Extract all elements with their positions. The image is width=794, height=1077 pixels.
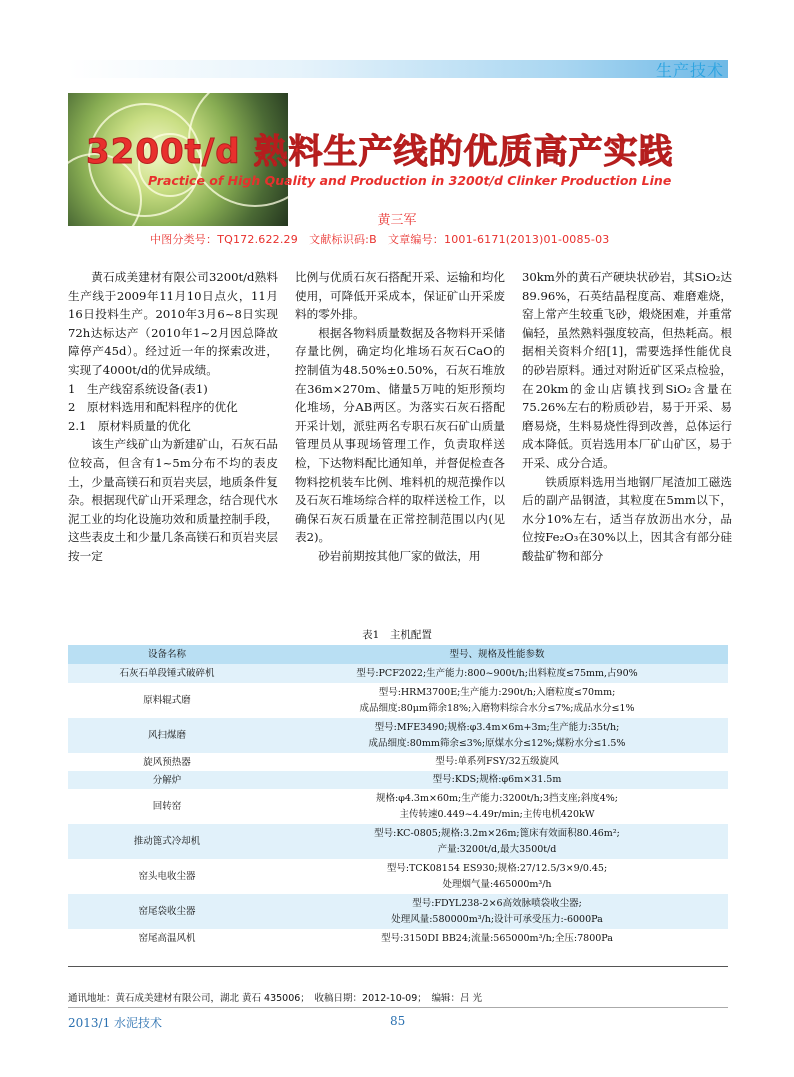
column-1 (68, 268, 278, 566)
column-3 (522, 268, 732, 566)
spec-line: 成品细度:80μm筛余18%;入磨物料综合水分≤7%;成品水分≤1% (359, 702, 635, 714)
footer-rule (68, 1007, 728, 1008)
article-title: 3200t/d 熟料生产线的优质高产实践 (86, 132, 674, 172)
section-label: 生产技术 (655, 61, 724, 80)
spec-line: 型号:KC-0805;规格:3.2m×26m;篦床有效面积80.46m²; (374, 827, 620, 839)
table-row (68, 718, 728, 753)
equipment-name: 窑头电收尘器 (138, 871, 196, 882)
equipment-spec (266, 683, 728, 718)
equipment-name: 分解炉 (68, 771, 266, 789)
footnote: 通讯地址：黄石成美建材有限公司，湖北 黄石 435006； 收稿日期：2012-10-09； 编辑：吕 光 (68, 993, 483, 1004)
spec-line: 成品细度:80mm筛余≤3%;原煤水分≤12%;煤粉水分≤1.5% (368, 737, 626, 749)
equipment-spec (266, 753, 728, 771)
header-band (68, 60, 728, 78)
equipment-spec (266, 929, 728, 948)
equipment-spec (266, 664, 728, 683)
article-subtitle: Practice of High Quality and Production in 3200t/d Clinker Production Line (148, 173, 672, 188)
spec-line: 型号:TCK08154 ES930;规格:27/12.5/3×9/0.45; (386, 862, 608, 874)
table-row (68, 664, 728, 683)
equipment-name: 回转窑 (152, 801, 182, 812)
equipment-spec (266, 894, 728, 929)
paragraph: 根据各物料质量数据及各物料开采储存量比例，确定均化堆场石灰石CaO的控制值为48.50%±0.50%，石灰石堆放在36m×270m、储量5万吨的矩形预均化堆场，分AB两区。为落实石灰石搭配开采计划，派驻两名专职石灰石矿山质量管理员从事现场管理工作，负责取样送检，下达物料配比通知单，并督促检查各物料挖机装车比例、堆料机的规范操作以及石灰石堆场综合样的取样送检工作，以确保石灰石质量在正常控制范围以内(见表2)。 (295, 325, 505, 545)
paragraph: 该生产线矿山为新建矿山，石灰石品位较高，但含有1~5m分布不均的表皮土，少量高镁石和页岩夹层，地质条件复杂。根据现代矿山开采理念，结合现代水泥工业的均化设施功效和质量控制手段，这些表皮土和少量几条高镁石和页岩夹层按一定 (68, 437, 278, 563)
equipment-name: 窑尾高温风机 (138, 933, 196, 944)
table-row (68, 894, 728, 929)
column-2 (295, 268, 505, 566)
spec-line: 产量:3200t/d,最大3500t/d (437, 843, 557, 855)
equipment-name: 石灰石单段锤式破碎机 (68, 664, 266, 683)
table-row (68, 683, 728, 718)
table-header-name: 设备名称 (68, 645, 266, 664)
paragraph: 30km外的黄石产硬块状砂岩，其SiO₂达89.96%，石英结晶程度高、难磨难烧，窑上常产生较重飞砂，煅烧困难，并重常偏轻，虽然熟料强度较高，但热耗高。根据相关资料介绍[1]，需要选择性能优良的砂岩原料。通过对附近矿区采点检验，在20km的金山店镇找到SiO₂含量在75.26%左右的粉质砂岩，易于开采、易磨易烧，生料易烧性得到改善，总体运行成本降低。页岩选用本厂矿山矿区，易于开采、成分合适。 (522, 270, 732, 470)
subsection-heading: 2.1 原材料质量的优化 (68, 418, 191, 433)
section-heading: 1 生产线窑系统设备(表1) (68, 381, 208, 396)
equipment-name: 窑尾袋收尘器 (68, 894, 266, 929)
spec-line: 处理风量:580000m³/h;设计可承受压力:-6000Pa (391, 913, 603, 925)
table-row (68, 771, 728, 789)
table-row (68, 824, 728, 859)
spec-line: 型号:PCF2022;生产能力:800~900t/h;出料粒度≤75mm,占90% (356, 667, 638, 679)
journal-name: 2013/1 水泥技术 (68, 1016, 163, 1030)
spec-line: 型号:HRM3700E;生产能力:290t/h;入磨粒度≤70mm; (378, 686, 616, 698)
page-number: 85 (390, 1014, 406, 1028)
spec-line: 型号:单系列FSY/32五级旋风 (435, 756, 559, 767)
paragraph: 黄石成美建材有限公司3200t/d熟料生产线于2009年11月10日点火，11月16日投料生产。2010年3月6~8日实现72h达标达产（2010年1~2月因总降故障停产45d）。经过近一年的探索改进，实现了4000t/d的优异成绩。 (68, 270, 278, 377)
table-row (68, 859, 728, 894)
equipment-table (68, 645, 728, 948)
spec-line: 处理烟气量:465000m³/h (442, 878, 552, 890)
table-row (68, 929, 728, 948)
paragraph: 砂岩前期按其他厂家的做法，用 (318, 548, 481, 563)
equipment-name: 推动篦式冷却机 (68, 824, 266, 859)
classification-line: 中图分类号：TQ172.622.29 文献标识码:B 文章编号：1001-6171(2013)01-0085-03 (150, 233, 610, 246)
paragraph: 铁质原料选用当地钢厂尾渣加工磁选后的副产品钢渣，其粒度在5mm以下，水分10%左右，适当存放沥出水分，品位按Fe₂O₃在30%以上，因其含有部分硅酸盐矿物和部分 (522, 474, 732, 563)
table-row (68, 789, 728, 824)
spec-line: 型号:FDYL238-2×6高效脉喷袋收尘器; (412, 897, 582, 909)
equipment-spec (266, 718, 728, 753)
equipment-spec (266, 789, 728, 824)
equipment-spec (266, 771, 728, 789)
author: 黄三军 (377, 213, 417, 228)
paragraph: 比例与优质石灰石搭配开采、运输和均化使用，可降低开采成本，保证矿山开采废料的零外排。 (295, 270, 505, 322)
table-caption: 表1 主机配置 (362, 629, 432, 641)
spec-line: 型号:3150DI BB24;流量:565000m³/h;全压:7800Pa (381, 932, 613, 944)
equipment-name: 原料辊式磨 (143, 695, 191, 706)
equipment-spec (266, 859, 728, 894)
equipment-name: 旋风预热器 (143, 756, 191, 768)
section-heading: 2 原材料选用和配料程序的优化 (68, 400, 238, 415)
table-row (68, 753, 728, 771)
spec-line: 规格:φ4.3m×60m;生产能力:3200t/h;3挡支座;斜度4%; (376, 792, 618, 804)
equipment-name: 风扫煤磨 (68, 718, 266, 753)
table-header-spec: 型号、规格及性能参数 (266, 645, 728, 664)
spec-line: 型号:KDS;规格:φ6m×31.5m (432, 774, 562, 785)
table-bottom-rule (68, 966, 728, 967)
equipment-spec (266, 824, 728, 859)
spec-line: 型号:MFE3490;规格:φ3.4m×6m+3m;生产能力:35t/h; (374, 721, 620, 733)
spec-line: 主传转速0.449~4.49r/min;主传电机420kW (399, 808, 595, 820)
